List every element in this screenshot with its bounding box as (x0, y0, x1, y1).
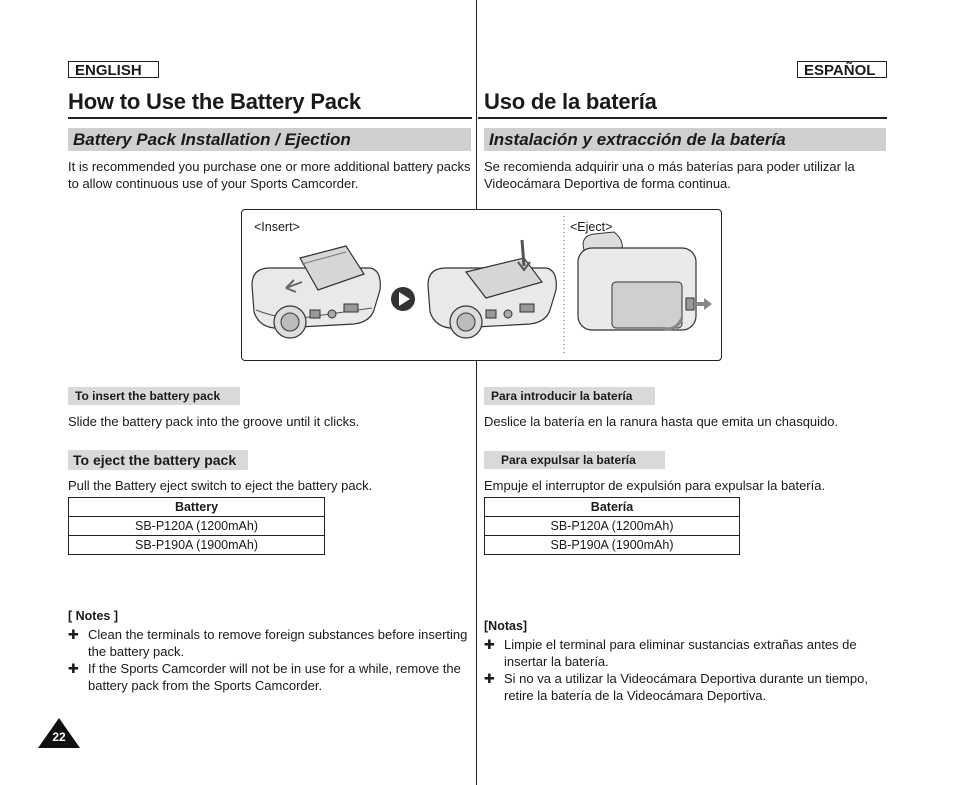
note-item: ✚ If the Sports Camcorder will not be in use for a while, remove the battery pack from the Sports Camcorder. (68, 661, 461, 693)
cross-bullet-icon: ✚ (484, 637, 495, 652)
page-number: 22 (52, 730, 66, 744)
eject-label-english: To eject the battery pack (68, 450, 248, 470)
language-tag-spanish: ESPAÑOL (797, 61, 887, 78)
eject-caption: <Eject> (570, 220, 613, 234)
notes-title-english: [ Notes ] (68, 609, 118, 623)
table-row: SB-P120A (1200mAh) (485, 517, 740, 536)
eject-text-english: Pull the Battery eject switch to eject the battery pack. (68, 478, 373, 493)
insert-caption: <Insert> (254, 220, 300, 234)
page-title-spanish: Uso de la batería (484, 89, 657, 114)
insert-text-english: Slide the battery pack into the groove until it clicks. (68, 414, 360, 429)
camcorder-inserted-icon (428, 240, 556, 338)
intro-text-english: It is recommended you purchase one or more additional battery packs to allow continuous use of your Sports Camcorder. (68, 159, 471, 191)
note-item: ✚ Si no va a utilizar la Videocámara Deportiva durante un tiempo, retire la batería de la Videocámara Deportiva. (484, 671, 868, 703)
column-divider (476, 0, 477, 785)
page-title-english: How to Use the Battery Pack (68, 89, 361, 114)
insert-label-spanish: Para introducir la batería (484, 387, 655, 405)
section-heading-spanish: Instalación y extracción de la batería (484, 128, 886, 151)
camcorder-insert-icon (252, 246, 380, 338)
next-step-arrow-icon (391, 287, 415, 311)
table-row: SB-P190A (1900mAh) (485, 536, 740, 555)
notes-title-spanish: [Notas] (484, 619, 528, 633)
table-row: SB-P120A (1200mAh) (69, 517, 325, 536)
cross-bullet-icon: ✚ (68, 661, 79, 676)
camcorder-drawing (242, 210, 721, 360)
note-item: ✚ Clean the terminals to remove foreign substances before inserting the battery pack. (68, 627, 468, 659)
title-rule (68, 117, 472, 119)
battery-illustration (241, 209, 722, 361)
eject-label-spanish: Para expulsar la batería (484, 451, 665, 469)
battery-table-spanish (484, 497, 740, 555)
table-header: Battery (69, 498, 325, 517)
language-tag-english: ENGLISH (68, 61, 159, 78)
intro-text-spanish: Se recomienda adquirir una o más baterías para poder utilizar la Videocámara Deportiva de forma continua. (484, 159, 855, 191)
cross-bullet-icon: ✚ (484, 671, 495, 686)
camcorder-eject-icon (578, 232, 712, 330)
eject-text-spanish: Empuje el interruptor de expulsión para expulsar la batería. (484, 478, 826, 493)
title-rule (478, 117, 887, 119)
insert-label-english: To insert the battery pack (68, 387, 240, 405)
table-row: SB-P190A (1900mAh) (69, 536, 325, 555)
table-header: Batería (485, 498, 740, 517)
section-heading-english: Battery Pack Installation / Ejection (68, 128, 471, 151)
note-item: ✚ Limpie el terminal para eliminar sustancias extrañas antes de insertar la batería. (484, 637, 857, 669)
battery-table-english (68, 497, 325, 555)
insert-text-spanish: Deslice la batería en la ranura hasta que emita un chasquido. (484, 414, 839, 429)
cross-bullet-icon: ✚ (68, 627, 79, 642)
